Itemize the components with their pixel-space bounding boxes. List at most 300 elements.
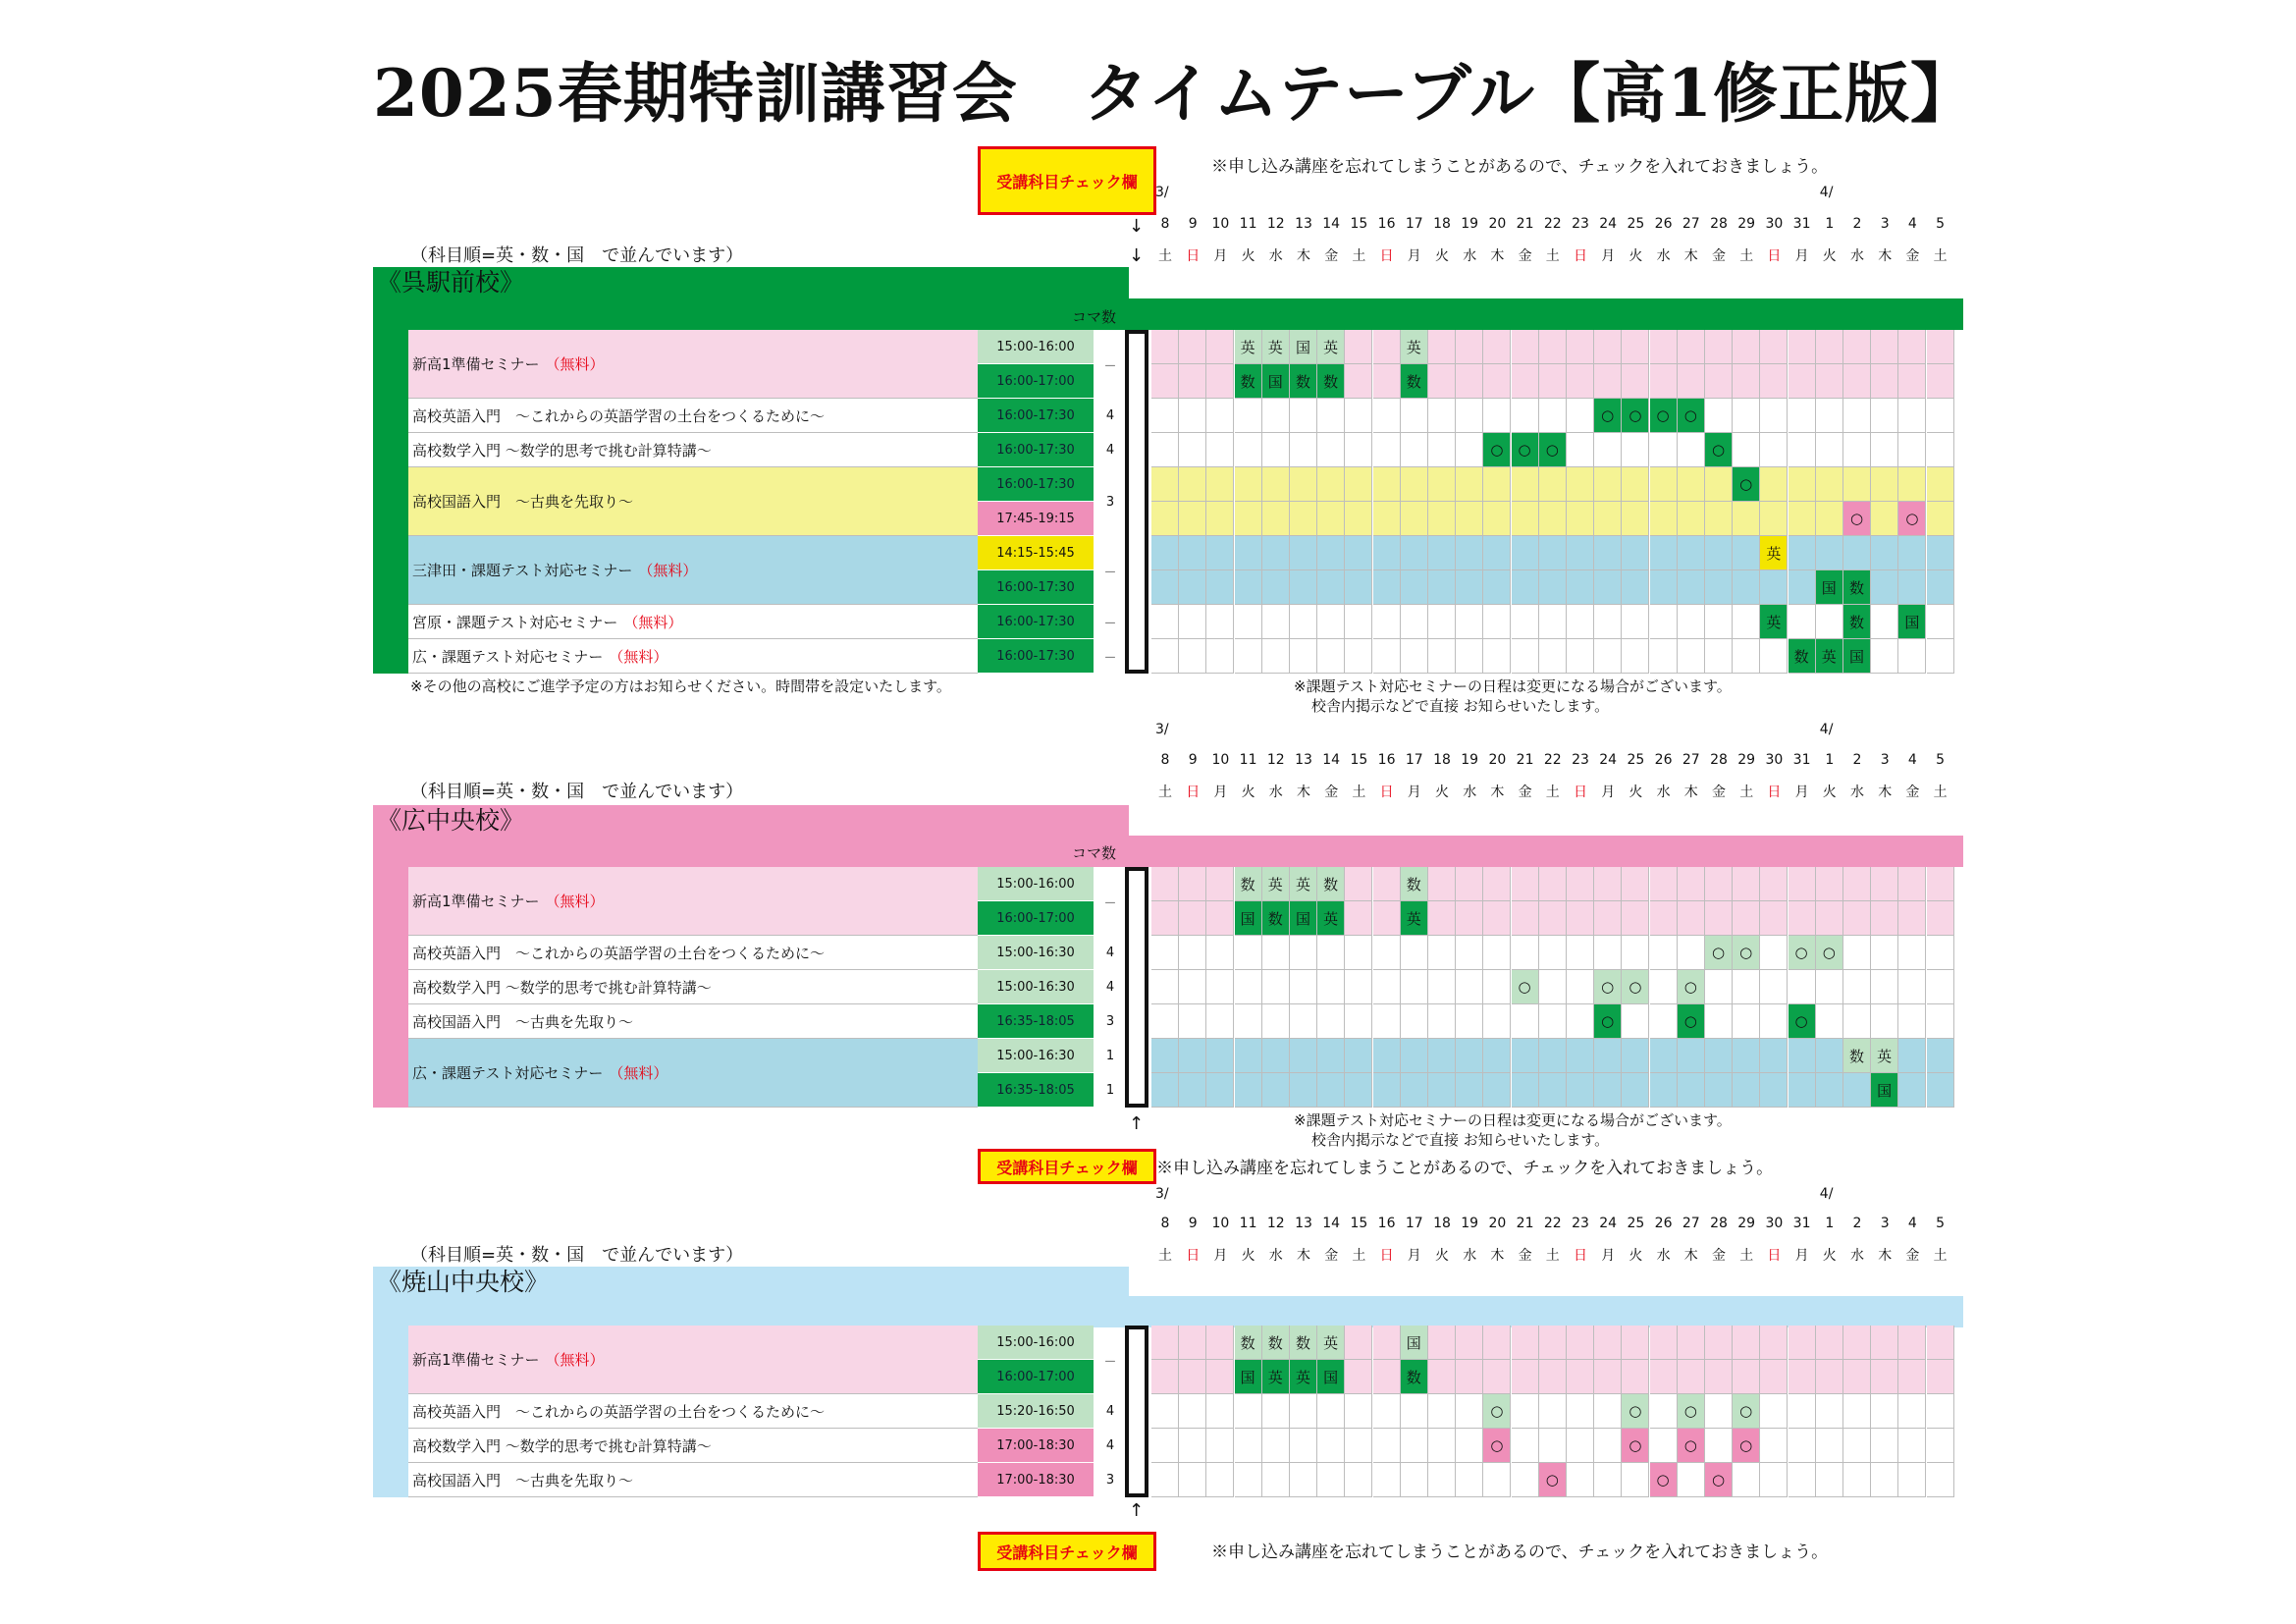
date-label: 15	[1350, 752, 1368, 768]
schedule-cell	[1317, 433, 1345, 467]
schedule-cell	[1733, 570, 1760, 605]
schedule-cell	[1373, 639, 1401, 674]
weekday-label: 木	[1490, 785, 1505, 800]
schedule-cell	[1151, 467, 1179, 502]
schedule-cell	[1456, 867, 1483, 901]
schedule-cell	[1262, 502, 1290, 536]
schedule-cell	[1594, 502, 1622, 536]
schedule-cell	[1567, 1463, 1594, 1497]
schedule-cell	[1567, 467, 1594, 502]
schedule-cell	[1927, 639, 1954, 674]
mid-notice: ※申し込み講座を忘れてしまうことがあるので、チェックを入れておきましょう。	[1156, 1159, 1774, 1178]
schedule-cell	[1705, 399, 1733, 433]
date-label: 23	[1572, 216, 1589, 232]
schedule-cell	[1843, 901, 1871, 936]
schedule-cell	[1705, 867, 1733, 901]
schedule-cell	[1594, 1039, 1622, 1073]
schedule-cell	[1678, 330, 1705, 364]
schedule-cell	[1678, 1073, 1705, 1108]
schedule-cell	[1898, 1039, 1926, 1073]
weekday-label: 日	[1574, 1248, 1587, 1264]
date-label: 17	[1405, 752, 1423, 768]
free-badge: （無料）	[609, 647, 668, 666]
subject-order-note: （科目順=英・数・国 で並んでいます）	[410, 1245, 744, 1266]
schedule-cell	[1789, 570, 1816, 605]
schedule-cell	[1594, 570, 1622, 605]
weekday-label: 金	[1324, 785, 1339, 800]
weekday-label: 木	[1297, 785, 1310, 800]
schedule-mark: ○	[1622, 399, 1649, 433]
schedule-cell	[1373, 502, 1401, 536]
schedule-cell	[1622, 1463, 1649, 1497]
free-badge: （無料）	[638, 562, 698, 579]
date-label: 26	[1654, 1216, 1673, 1231]
schedule-cell	[1594, 867, 1622, 901]
free-badge: （無料）	[545, 1351, 605, 1369]
schedule-cell	[1373, 1463, 1401, 1497]
schedule-cell	[1843, 1073, 1871, 1108]
schedule-cell	[1567, 639, 1594, 674]
weekday-label: 日	[1379, 1248, 1394, 1264]
date-label: 21	[1516, 216, 1534, 232]
schedule-cell	[1678, 1326, 1705, 1360]
time-slot: 15:00-16:30	[978, 936, 1094, 970]
schedule-mark: 数	[1401, 867, 1428, 901]
schedule-cell	[1345, 502, 1372, 536]
koma-count: －	[1103, 651, 1117, 666]
schedule-mark: 数	[1401, 364, 1428, 399]
schedule-cell	[1594, 605, 1622, 639]
date-label: 10	[1211, 216, 1230, 232]
schedule-cell	[1705, 605, 1733, 639]
schedule-cell	[1290, 1394, 1317, 1429]
schedule-cell	[1290, 536, 1317, 570]
schedule-cell	[1483, 536, 1511, 570]
schedule-cell	[1317, 1394, 1345, 1429]
weekday-label: 月	[1794, 248, 1809, 264]
date-label: 8	[1160, 752, 1170, 768]
schedule-cell	[1539, 536, 1567, 570]
schedule-cell	[1927, 1360, 1954, 1394]
schedule-cell	[1206, 605, 1234, 639]
course-name	[408, 536, 978, 605]
schedule-cell	[1206, 936, 1234, 970]
schedule-cell	[1650, 1429, 1678, 1463]
top-notice: ※申し込み講座を忘れてしまうことがあるので、チェックを入れておきましょう。	[1211, 157, 1829, 177]
schedule-cell	[1456, 901, 1483, 936]
schedule-cell	[1345, 433, 1372, 467]
schedule-cell	[1262, 639, 1290, 674]
weekday-label: 日	[1186, 785, 1201, 800]
schedule-cell	[1816, 1394, 1843, 1429]
schedule-cell	[1733, 1073, 1760, 1108]
schedule-cell	[1345, 970, 1372, 1004]
schedule-cell	[1898, 901, 1926, 936]
date-label: 29	[1737, 752, 1756, 768]
schedule-cell	[1843, 1429, 1871, 1463]
schedule-cell	[1456, 536, 1483, 570]
schedule-cell	[1345, 936, 1372, 970]
schedule-mark: 英	[1871, 1039, 1898, 1073]
schedule-cell	[1401, 936, 1428, 970]
schedule-cell	[1206, 330, 1234, 364]
schedule-cell	[1179, 1463, 1206, 1497]
note-right-1: ※課題テスト対応セミナーの日程は変更になる場合がございます。	[1294, 677, 1732, 695]
schedule-cell	[1927, 536, 1954, 570]
schedule-mark: 英	[1290, 1360, 1317, 1394]
schedule-cell	[1567, 970, 1594, 1004]
schedule-cell	[1898, 970, 1926, 1004]
schedule-mark: ○	[1816, 936, 1843, 970]
schedule-mark: ○	[1733, 936, 1760, 970]
schedule-cell	[1789, 1463, 1816, 1497]
schedule-cell	[1151, 1463, 1179, 1497]
schedule-cell	[1594, 1463, 1622, 1497]
schedule-cell	[1151, 1073, 1179, 1108]
schedule-mark: ○	[1650, 1463, 1678, 1497]
course-name	[408, 936, 978, 970]
koma-count: 1	[1105, 1083, 1115, 1098]
schedule-cell	[1151, 502, 1179, 536]
schedule-mark: ○	[1512, 433, 1539, 467]
time-slot: 17:00-18:30	[978, 1429, 1094, 1463]
schedule-cell	[1317, 639, 1345, 674]
date-label: 12	[1266, 752, 1285, 768]
schedule-mark: 英	[1317, 330, 1345, 364]
schedule-cell	[1871, 399, 1898, 433]
time-slot: 15:00-16:30	[978, 1039, 1094, 1073]
schedule-cell	[1179, 1429, 1206, 1463]
school-name: 《呉駅前校》	[377, 268, 525, 297]
schedule-cell	[1650, 1039, 1678, 1073]
schedule-cell	[1373, 605, 1401, 639]
weekday-label: 土	[1352, 248, 1366, 264]
schedule-cell	[1456, 467, 1483, 502]
schedule-mark: ○	[1483, 433, 1511, 467]
schedule-cell	[1871, 1429, 1898, 1463]
weekday-label: 木	[1490, 1248, 1505, 1264]
schedule-cell	[1594, 639, 1622, 674]
course-title: 高校国語入門 ～古典を先取り～	[412, 1471, 634, 1489]
schedule-cell	[1512, 639, 1539, 674]
schedule-cell	[1428, 605, 1456, 639]
schedule-cell	[1428, 364, 1456, 399]
schedule-cell	[1151, 433, 1179, 467]
schedule-cell	[1650, 433, 1678, 467]
date-label: 31	[1792, 1216, 1811, 1231]
schedule-mark: 数	[1789, 639, 1816, 674]
schedule-cell	[1705, 364, 1733, 399]
time-slot: 15:00-16:00	[978, 330, 1094, 364]
schedule-mark: ○	[1483, 1429, 1511, 1463]
time-slot: 16:00-17:30	[978, 570, 1094, 605]
schedule-cell	[1843, 433, 1871, 467]
schedule-cell	[1843, 1463, 1871, 1497]
schedule-cell	[1622, 570, 1649, 605]
schedule-cell	[1650, 1073, 1678, 1108]
koma-count: 4	[1105, 1438, 1115, 1453]
schedule-cell	[1789, 1360, 1816, 1394]
schedule-cell	[1760, 1394, 1788, 1429]
weekday-label: 土	[1739, 1248, 1754, 1264]
schedule-cell	[1678, 1463, 1705, 1497]
schedule-cell	[1760, 502, 1788, 536]
course-title: 高校数学入門 ～数学的思考で挑む計算特講～	[412, 978, 712, 997]
schedule-cell	[1290, 605, 1317, 639]
schedule-cell	[1871, 433, 1898, 467]
schedule-cell	[1678, 433, 1705, 467]
schedule-cell	[1539, 502, 1567, 536]
schedule-cell	[1567, 605, 1594, 639]
schedule-cell	[1898, 1326, 1926, 1360]
schedule-cell	[1650, 1004, 1678, 1039]
schedule-cell	[1179, 1326, 1206, 1360]
weekday-label: 火	[1435, 1248, 1449, 1264]
schedule-cell	[1816, 901, 1843, 936]
header-bar	[1125, 836, 1963, 867]
schedule-cell	[1539, 1326, 1567, 1360]
weekday-label: 火	[1241, 785, 1255, 800]
schedule-cell	[1206, 901, 1234, 936]
schedule-cell	[1456, 1326, 1483, 1360]
weekday-label: 月	[1407, 248, 1421, 264]
weekday-label: 水	[1850, 785, 1864, 800]
date-label: 16	[1377, 752, 1396, 768]
schedule-cell	[1789, 901, 1816, 936]
schedule-cell	[1539, 901, 1567, 936]
schedule-cell	[1345, 901, 1372, 936]
schedule-mark: 数	[1317, 364, 1345, 399]
schedule-cell	[1151, 1360, 1179, 1394]
schedule-cell	[1789, 970, 1816, 1004]
weekday-label: 火	[1241, 1248, 1255, 1264]
school-side-bar	[373, 867, 408, 936]
weekday-label: 日	[1379, 248, 1394, 264]
schedule-cell	[1650, 901, 1678, 936]
schedule-cell	[1345, 1360, 1372, 1394]
check-column[interactable]	[1125, 867, 1148, 1108]
schedule-mark: 英	[1290, 867, 1317, 901]
schedule-cell	[1816, 1073, 1843, 1108]
weekday-label: 月	[1213, 1248, 1228, 1264]
schedule-cell	[1206, 970, 1234, 1004]
schedule-cell	[1898, 570, 1926, 605]
weekday-label: 木	[1878, 248, 1893, 264]
schedule-cell	[1179, 901, 1206, 936]
weekday-label: 土	[1933, 248, 1948, 264]
check-column[interactable]	[1125, 330, 1148, 674]
date-label: 3	[1880, 1216, 1890, 1231]
schedule-cell	[1760, 1004, 1788, 1039]
schedule-mark: 国	[1843, 639, 1871, 674]
schedule-cell	[1760, 399, 1788, 433]
schedule-cell	[1401, 467, 1428, 502]
check-column[interactable]	[1125, 1326, 1148, 1497]
weekday-label: 金	[1905, 785, 1920, 800]
schedule-cell	[1290, 639, 1317, 674]
weekday-label: 金	[1518, 785, 1532, 800]
schedule-mark: 国	[1262, 364, 1290, 399]
page-title: 2025春期特訓講習会 タイムテーブル【高1修正版】	[373, 55, 1977, 132]
schedule-mark: ○	[1705, 433, 1733, 467]
schedule-cell	[1151, 536, 1179, 570]
schedule-cell	[1428, 1360, 1456, 1394]
schedule-cell	[1927, 867, 1954, 901]
schedule-cell	[1733, 970, 1760, 1004]
schedule-cell	[1871, 936, 1898, 970]
date-label: 3	[1880, 752, 1890, 768]
schedule-cell	[1317, 1004, 1345, 1039]
schedule-mark: 国	[1898, 605, 1926, 639]
schedule-cell	[1789, 433, 1816, 467]
course-title: 広・課題テスト対応セミナー	[412, 1064, 604, 1082]
schedule-cell	[1650, 970, 1678, 1004]
weekday-label: 木	[1878, 785, 1893, 800]
schedule-cell	[1789, 1429, 1816, 1463]
schedule-cell	[1927, 1039, 1954, 1073]
schedule-cell	[1179, 1394, 1206, 1429]
schedule-cell	[1456, 1073, 1483, 1108]
arrow-down-icon: ↓	[1129, 245, 1145, 266]
schedule-cell	[1871, 901, 1898, 936]
schedule-cell	[1483, 1004, 1511, 1039]
time-slot: 16:00-17:00	[978, 901, 1094, 936]
schedule-cell	[1733, 502, 1760, 536]
schedule-cell	[1179, 502, 1206, 536]
date-label: 25	[1627, 752, 1645, 768]
date-label: 23	[1572, 1216, 1589, 1231]
weekday-label: 火	[1629, 785, 1643, 800]
weekday-label: 土	[1352, 785, 1366, 800]
school-side-bar	[373, 1004, 408, 1039]
schedule-cell	[1206, 1039, 1234, 1073]
schedule-cell	[1678, 1039, 1705, 1073]
schedule-cell	[1290, 467, 1317, 502]
weekday-label: 水	[1268, 785, 1283, 800]
schedule-cell	[1760, 639, 1788, 674]
schedule-cell	[1622, 605, 1649, 639]
time-slot: 16:00-17:30	[978, 433, 1094, 467]
time-slot: 16:00-17:00	[978, 364, 1094, 399]
schedule-cell	[1760, 433, 1788, 467]
koma-count: 4	[1105, 408, 1115, 423]
date-label: 22	[1543, 216, 1562, 232]
schedule-cell	[1678, 639, 1705, 674]
school-side-bar	[373, 330, 408, 399]
schedule-cell	[1262, 1039, 1290, 1073]
weekday-label: 木	[1297, 1248, 1310, 1264]
month-april: 4/	[1819, 722, 1834, 737]
check-column-label-mid: 受講科目チェック欄	[978, 1149, 1156, 1184]
schedule-cell	[1898, 467, 1926, 502]
weekday-label: 日	[1186, 1248, 1201, 1264]
schedule-cell	[1705, 330, 1733, 364]
date-label: 25	[1627, 1216, 1645, 1231]
weekday-label: 土	[1739, 248, 1754, 264]
schedule-cell	[1401, 1463, 1428, 1497]
schedule-cell	[1678, 364, 1705, 399]
schedule-cell	[1678, 570, 1705, 605]
schedule-cell	[1235, 502, 1262, 536]
schedule-mark: ○	[1594, 1004, 1622, 1039]
schedule-cell	[1622, 901, 1649, 936]
schedule-cell	[1567, 570, 1594, 605]
schedule-cell	[1401, 536, 1428, 570]
koma-count: 3	[1105, 494, 1115, 510]
date-label: 27	[1682, 752, 1700, 768]
date-label: 18	[1433, 216, 1451, 232]
schedule-cell	[1789, 502, 1816, 536]
schedule-cell	[1373, 399, 1401, 433]
schedule-mark: ○	[1733, 1394, 1760, 1429]
schedule-cell	[1594, 433, 1622, 467]
schedule-mark: ○	[1705, 1463, 1733, 1497]
weekday-label: 水	[1850, 1248, 1864, 1264]
schedule-cell	[1345, 1463, 1372, 1497]
schedule-cell	[1678, 867, 1705, 901]
date-label: 21	[1516, 1216, 1534, 1231]
free-badge: （無料）	[623, 613, 683, 631]
schedule-mark: 英	[1235, 330, 1262, 364]
schedule-cell	[1151, 605, 1179, 639]
schedule-cell	[1179, 570, 1206, 605]
schedule-cell	[1898, 433, 1926, 467]
weekday-label: 日	[1574, 785, 1587, 800]
schedule-cell	[1705, 639, 1733, 674]
schedule-cell	[1345, 639, 1372, 674]
schedule-cell	[1650, 330, 1678, 364]
schedule-cell	[1179, 330, 1206, 364]
date-label: 16	[1377, 216, 1396, 232]
schedule-cell	[1373, 1039, 1401, 1073]
schedule-mark: 国	[1871, 1073, 1898, 1108]
schedule-cell	[1428, 1073, 1456, 1108]
schedule-cell	[1401, 433, 1428, 467]
schedule-cell	[1373, 867, 1401, 901]
weekday-label: 土	[1545, 785, 1560, 800]
schedule-cell	[1733, 901, 1760, 936]
schedule-cell	[1456, 570, 1483, 605]
date-label: 1	[1825, 752, 1835, 768]
schedule-cell	[1456, 605, 1483, 639]
koma-count: －	[1103, 565, 1117, 580]
schedule-mark: 国	[1317, 1360, 1345, 1394]
date-label: 9	[1188, 752, 1198, 768]
schedule-cell	[1733, 330, 1760, 364]
date-label: 12	[1266, 216, 1285, 232]
schedule-cell	[1290, 502, 1317, 536]
time-slot: 15:00-16:30	[978, 970, 1094, 1004]
weekday-label: 火	[1435, 785, 1449, 800]
schedule-cell	[1428, 936, 1456, 970]
schedule-cell	[1871, 330, 1898, 364]
date-label: 1	[1825, 216, 1835, 232]
school-name-band	[373, 805, 1129, 867]
schedule-cell	[1650, 936, 1678, 970]
schedule-cell	[1483, 467, 1511, 502]
weekday-label: 日	[1574, 248, 1587, 264]
course-name	[408, 1394, 978, 1429]
schedule-cell	[1927, 570, 1954, 605]
schedule-cell	[1401, 502, 1428, 536]
schedule-cell	[1235, 433, 1262, 467]
course-title: 新高1準備セミナー	[412, 893, 540, 910]
course-name	[408, 433, 978, 467]
course-title: 新高1準備セミナー	[412, 355, 540, 373]
schedule-cell	[1705, 1429, 1733, 1463]
schedule-cell	[1622, 330, 1649, 364]
schedule-cell	[1456, 1429, 1483, 1463]
